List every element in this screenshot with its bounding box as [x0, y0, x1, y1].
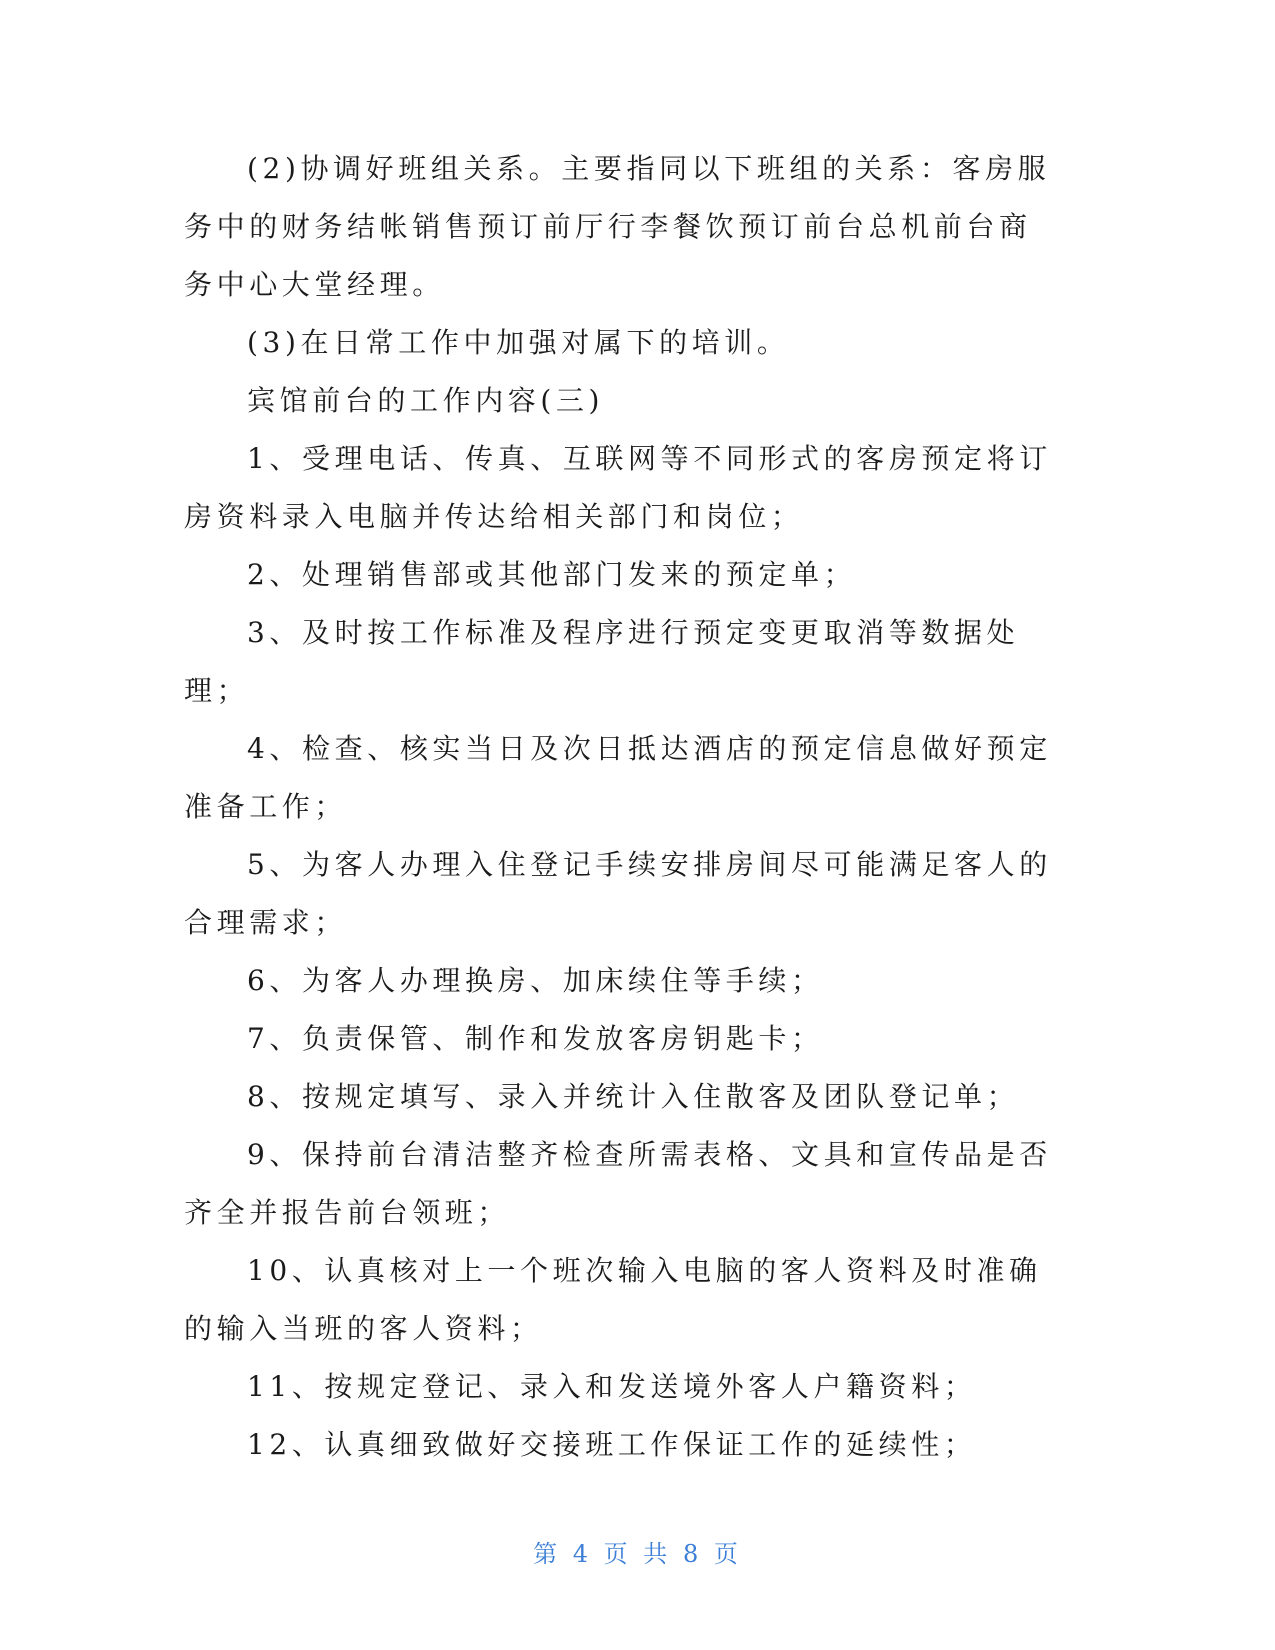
list-item-11: 11、按规定登记、录入和发送境外客人户籍资料； [247, 1370, 977, 1403]
list-item-6: 6、为客人办理换房、加床续住等手续； [247, 964, 824, 997]
list-item-2: 2、处理销售部或其他部门发来的预定单； [247, 558, 857, 591]
list-item-7: 7、负责保管、制作和发放客房钥匙卡； [247, 1022, 824, 1055]
list-item-3: 3、及时按工作标准及程序进行预定变更取消等数据处理； [184, 616, 1020, 707]
list-item-4: 4、检查、核实当日及次日抵达酒店的预定信息做好预定准备工作； [184, 732, 1052, 823]
list-item-1: 1、受理电话、传真、互联网等不同形式的客房预定将订房资料录入电脑并传达给相关部门和岗位； [184, 442, 1052, 533]
list-item-5: 5、为客人办理入住登记手续安排房间尽可能满足客人的合理需求； [184, 848, 1052, 939]
paragraph-training: (3)在日常工作中加强对属下的培训。 [247, 326, 790, 359]
list-item-12: 12、认真细致做好交接班工作保证工作的延续性； [247, 1428, 977, 1461]
list-item-10: 10、认真核对上一个班次输入电脑的客人资料及时准确的输入当班的客人资料； [184, 1254, 1042, 1345]
document-body [184, 140, 1064, 1474]
section-heading: 宾馆前台的工作内容(三) [247, 384, 605, 417]
page-number-footer: 第 4 页 共 8 页 [533, 1540, 742, 1568]
list-item-8: 8、按规定填写、录入并统计入住散客及团队登记单； [247, 1080, 1020, 1113]
paragraph-coordinate-teams: (2)协调好班组关系。主要指同以下班组的关系：客房服务中的财务结帐销售预订前厅行李餐饮预订前台总机前台商务中心大堂经理。 [184, 152, 1051, 301]
list-item-9: 9、保持前台清洁整齐检查所需表格、文具和宣传品是否齐全并报告前台领班； [184, 1138, 1052, 1229]
